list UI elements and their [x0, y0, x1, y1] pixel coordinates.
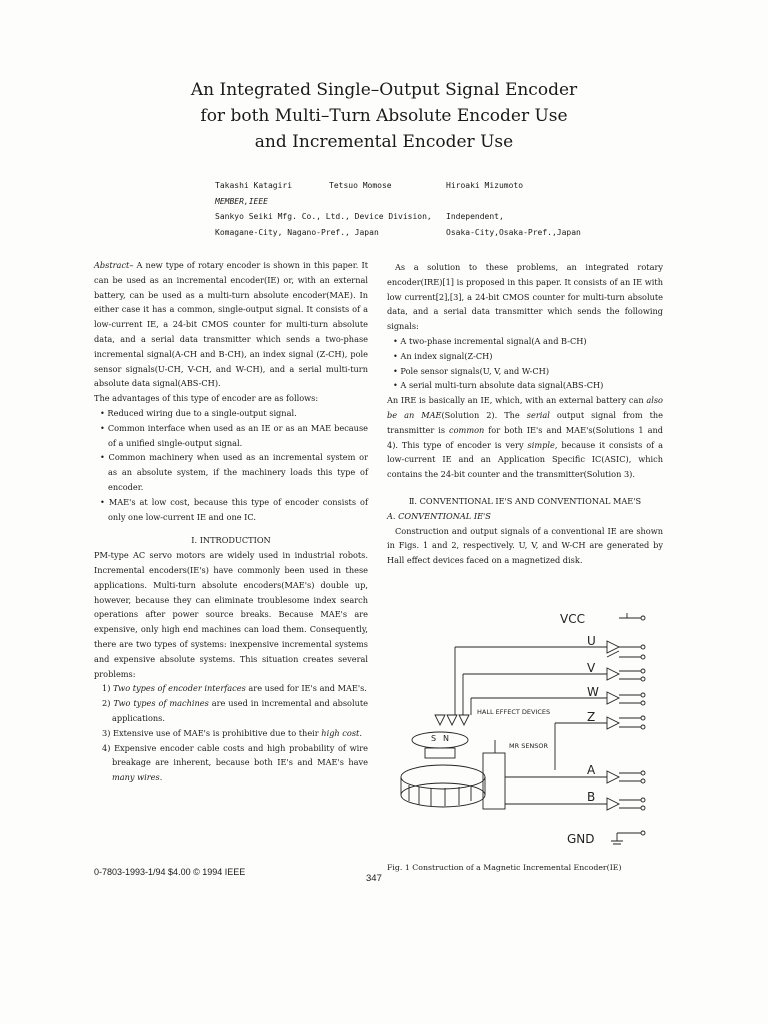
- section-heading-introduction: Ⅰ. INTRODUCTION: [191, 535, 271, 546]
- solution-intro: As a solution to these problems, an integrated rotary encoder(IRE)[1] is proposed in this paper. It consists of an IE with low current[2],[3], a 24-bit CMOS counter for multi-turn absolute data, and a serial data transmitter which sends the following signals:: [387, 262, 663, 332]
- figure-label-z: Z: [587, 710, 596, 724]
- subsection-text: Construction and output signals of a conventional IE are shown in Figs. 1 and 2, respectively. U, V, and W-CH are generated by Hall effect devices faced on a magnetized disk.: [387, 525, 663, 566]
- author-2: Tetsuo Momose: [329, 181, 392, 190]
- affiliation-2-line-2: Osaka-City,Osaka-Pref.,Japan: [446, 227, 581, 237]
- title-line-3: and Incremental Encoder Use: [254, 132, 514, 152]
- affiliation-1-line-1: Sankyo Seiki Mfg. Co., Ltd., Device Division,: [215, 212, 432, 221]
- advantage-item: • Reduced wiring due to a single-output signal.: [100, 407, 297, 418]
- buffer-a: [607, 771, 645, 783]
- author-1: Takashi Katagiri: [215, 181, 293, 190]
- buffer-w: [607, 692, 645, 705]
- figure-label-v: V: [587, 661, 596, 675]
- figure-label-mr: MR SENSOR: [509, 742, 549, 750]
- figure-label-vcc: VCC: [560, 612, 585, 626]
- buffer-u: [607, 641, 645, 659]
- advantages-intro: The advantages of this type of encoder are as follows:: [94, 393, 319, 404]
- figure-label-w: W: [587, 685, 599, 699]
- subsection-heading: A. CONVENTIONAL IE'S: [387, 510, 491, 521]
- figure-label-hall: HALL EFFECT DEVICES: [477, 708, 551, 716]
- buffer-z: [607, 716, 645, 729]
- figure-label-n: N: [443, 734, 449, 743]
- abstract: [94, 258, 368, 391]
- title-line-2: for both Multi–Turn Absolute Encoder Use: [200, 106, 568, 126]
- left-column: [94, 258, 368, 785]
- copyright-footer: 0-7803-1993-1/94 $4.00 © 1994 IEEE: [94, 867, 246, 877]
- figure-label-s: S: [431, 734, 437, 743]
- title-line-1: An Integrated Single–Output Signal Encoder: [190, 80, 578, 100]
- abstract-text: A new type of rotary encoder is shown in this paper. It can be used as an incremental encoder(IE) or, with an external battery, can be used as a multi-turn absolute encoder(MAE). In either case it has a common, single-output signal. It consists of a low-current IE, a 24-bit CMOS counter for multi-turn absolute data, and a serial data transmitter which sends a two-phase incremental signal(A-CH and B-CH), an index signal (Z-CH), pole sensor signals(U-CH, V-CH, and W-CH), and a serial multi-turn absolute data signal(ABS-CH).: [94, 260, 368, 389]
- problem-item: 2) Two types of machines are used in incremental and absolute applications.: [102, 698, 368, 723]
- advantage-item: • Common machinery when used as an incremental system or as an absolute system, if the machinery loads this type of encoder.: [100, 452, 368, 492]
- affiliation-1-line-2: Komagane-City, Nagano-Pref., Japan: [215, 227, 379, 237]
- paper-title: [0, 77, 768, 155]
- figure-label-gnd: GND: [567, 832, 595, 846]
- buffer-v: [607, 668, 645, 681]
- introduction-text: PM-type AC servo motors are widely used in industrial robots. Incremental encoders(IE's) have commonly been used in these applications. Multi-turn absolute encoders(MAE's) double up, however, because they can eliminate troublesome index search operations after power source breaks. Because MAE's are expensive, only high end machines can load them. Consequently, there are two types of systems: inexpensive incremental systems and expensive absolute systems. This situation creates several problems:: [94, 550, 368, 679]
- ire-paragraph: An IRE is basically an IE, which, with an external battery can also be an MAE(Solution 2). The serial output signal from the transmitter is common for both IE's and MAE's(Solutions 1 and 4). This type of encoder is very simple, because it consists of a low-current IE and an Application Specific IC(ASIC), which contains the 24-bit counter and the transmitter(Solution 3).: [387, 395, 663, 480]
- figure-label-a: A: [587, 763, 596, 777]
- signal-item: • An index signal(Z-CH): [393, 350, 493, 361]
- figure-label-b: B: [587, 790, 596, 804]
- signal-item: • A two-phase incremental signal(A and B-CH): [393, 335, 587, 346]
- figure-1-encoder-diagram: [395, 605, 665, 850]
- author-3: Hiroaki Mizumoto: [446, 181, 524, 190]
- advantage-item: • MAE's at low cost, because this type of encoder consists of only one low-current IE and one IC.: [100, 496, 368, 522]
- signal-item: • Pole sensor signals(U, V, and W-CH): [393, 365, 550, 376]
- advantage-item: • Common interface when used as an IE or as an MAE because of a unified single-output signal.: [100, 422, 368, 448]
- signal-item: • A serial multi-turn absolute data signal(ABS-CH): [393, 380, 604, 391]
- affiliation-2-line-1: Independent,: [446, 212, 504, 221]
- membership: MEMBER,IEEE: [215, 196, 268, 206]
- abstract-label: Abstract–: [94, 260, 134, 270]
- figure-caption: Fig. 1 Construction of a Magnetic Incremental Encoder(IE): [387, 863, 622, 872]
- problem-item: 1) Two types of encoder interfaces are used for IE's and MAE's.: [102, 683, 367, 694]
- figure-label-u: U: [587, 634, 596, 648]
- author-block: [215, 178, 615, 240]
- problem-item: 3) Extensive use of MAE's is prohibitive due to their high cost.: [102, 727, 362, 738]
- page-number: 347: [366, 873, 382, 884]
- right-column: [387, 260, 663, 568]
- section-heading-conventional: Ⅱ. CONVENTIONAL IE'S AND CONVENTIONAL MAE'S: [408, 495, 642, 506]
- buffer-b: [607, 798, 645, 810]
- problem-item: 4) Expensive encoder cable costs and high probability of wire breakage are inherent, because both IE's and MAE's have many wires.: [102, 742, 368, 783]
